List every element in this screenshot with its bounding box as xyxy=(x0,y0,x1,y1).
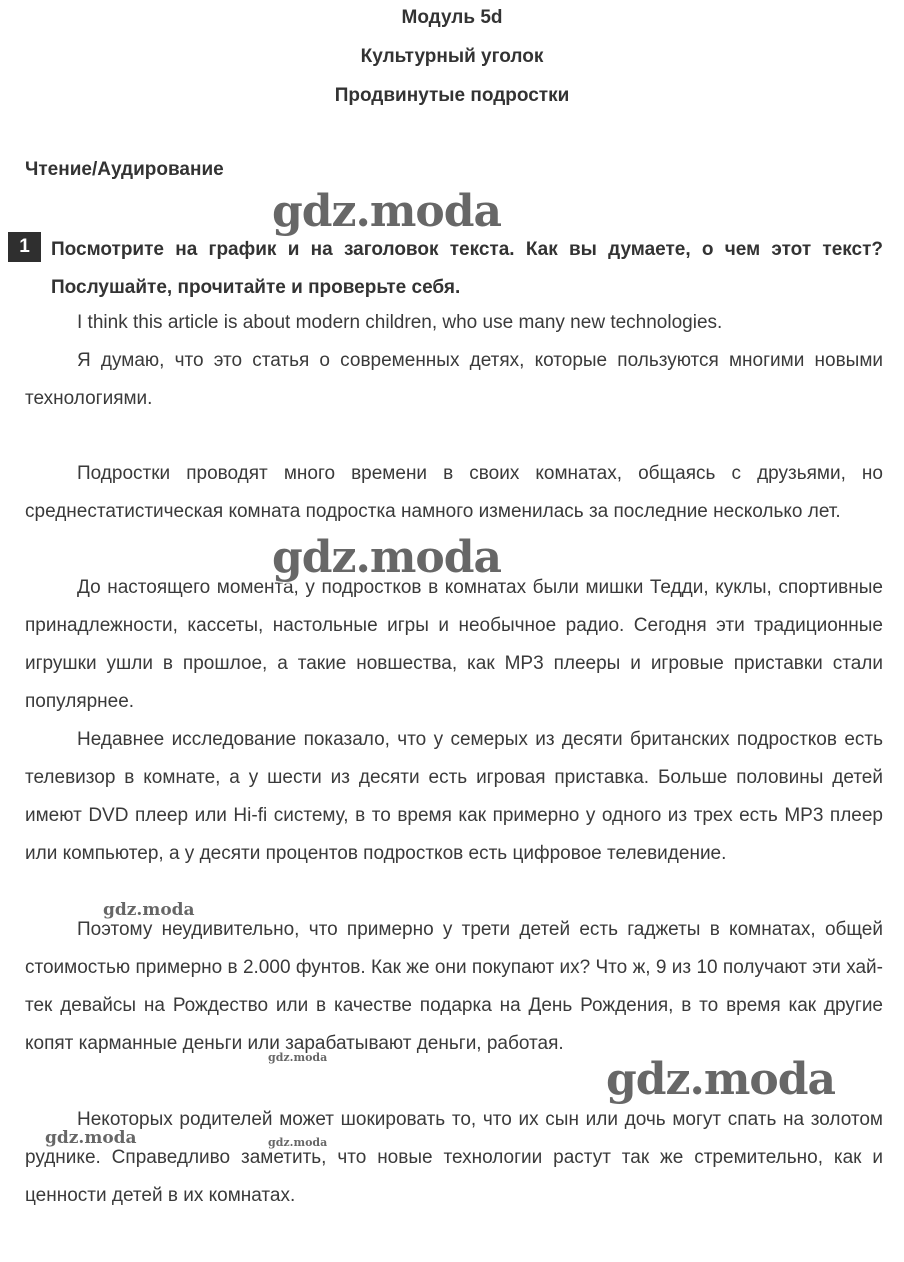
answer-english: I think this article is about modern children, who use many new technologies. xyxy=(77,312,723,333)
section-heading: Культурный уголок xyxy=(360,46,544,67)
translation-paragraph-4: Поэтому неудивительно, что примерно у трети детей есть гаджеты в комнатах, общей стоимостью примерно в 2.000 фунтов. Как же они покупают их? Что ж, 9 из 10 получают эти хай-тек девайсы на Рождество или в качестве подарка на День Рождения, в то время как другие копят карманные деньги или зарабатывают деньги, работая. xyxy=(25,919,883,1054)
topic-heading: Продвинутые подростки xyxy=(334,85,570,106)
watermark: gdz.moda xyxy=(272,532,502,583)
module-heading: Модуль 5d xyxy=(401,7,503,28)
task-number-badge: 1 xyxy=(8,232,41,262)
translation-paragraph-1: Подростки проводят много времени в своих комнатах, общаясь с друзьями, но среднестатистическая комната подростка намного изменилась за последние несколько лет. xyxy=(25,463,883,522)
watermark: gdz.moda xyxy=(268,1136,328,1149)
translation-paragraph-2: До настоящего момента, у подростков в комнатах были мишки Тедди, куклы, спортивные принадлежности, кассеты, настольные игры и необычное радио. Сегодня эти традиционные игрушки ушли в прошлое, а такие новшества, как MP3 плееры и игровые приставки стали популярнее. xyxy=(25,577,883,712)
translation-paragraph-5: Некоторых родителей может шокировать то, что их сын или дочь могут спать на золотом руднике. Справедливо заметить, что новые технологии растут так же стремительно, как и ценности детей в их комнатах. xyxy=(25,1109,883,1206)
section-title: Чтение/Аудирование xyxy=(25,159,224,180)
watermark: gdz.moda xyxy=(45,1128,137,1148)
answer-russian: Я думаю, что это статья о современных детях, которые пользуются многими новыми технологиями. xyxy=(25,350,883,409)
task-instruction: Посмотрите на график и на заголовок текста. Как вы думаете, о чем этот текст? Послушайте, прочитайте и проверьте себя. xyxy=(51,239,883,298)
watermark: gdz.moda xyxy=(606,1054,836,1105)
translation-paragraph-3: Недавнее исследование показало, что у семерых из десяти британских подростков есть телевизор в комнате, а у шести из десяти есть игровая приставка. Больше половины детей имеют DVD плеер или Hi-fi систему, в то время как примерно у одного из трех есть MP3 плеер или компьютер, а у десяти процентов подростков есть цифровое телевидение. xyxy=(25,729,883,864)
watermark: gdz.moda xyxy=(103,900,195,920)
watermark: gdz.moda xyxy=(268,1051,328,1064)
watermark: gdz.moda xyxy=(272,186,502,237)
